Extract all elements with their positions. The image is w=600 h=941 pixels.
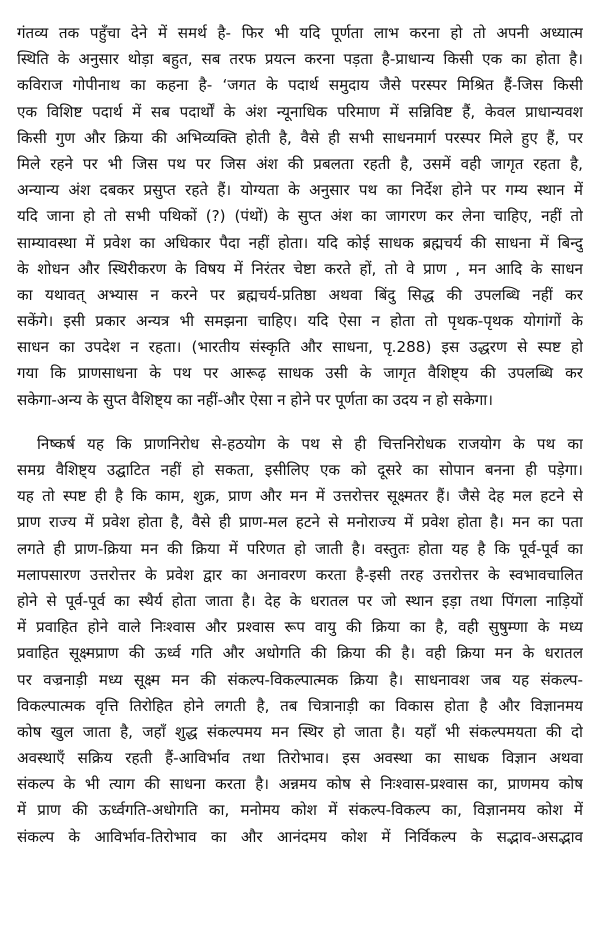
- text-line: स्थिति के अनुसार थोड़ा बहुत, सब तरफ प्रयत्न करना पड़ता है-प्राधान्य किसी एक का होता है।: [17, 50, 583, 69]
- text-line: प्रवाहित सूक्ष्मप्राण की ऊर्ध्व गति और अधोगति की क्रिया की है। वही क्रिया मन के धरातल: [17, 644, 583, 663]
- text-line: गया कि प्राणसाधना के पथ पर आरूढ़ साधक उसी के जागृत वैशिष्ट्य की उपलब्धि कर: [17, 364, 583, 383]
- text-line: में प्रवाहित होने वाले निःश्वास और प्रश्वास रूप वायु की क्रिया का है, वही सुषुम्णा के मध्य: [17, 618, 583, 637]
- text-line: कोष खुल जाता है, जहाँ शुद्ध संकल्पमय मन स्थिर हो जाता है। यहाँ भी संकल्पमयता की दो: [17, 722, 583, 741]
- text-line: सकेंगे। इसी प्रकार अन्यत्र भी समझना चाहिए। यदि ऐसा न होता तो पृथक-पृथक योगांगों के: [17, 312, 583, 331]
- text-line: अन्यान्य अंश दबकर प्रसुप्त रहते हैं। योग्यता के अनुसार पथ का निर्देश होने पर गम्य स्थान में: [17, 181, 583, 200]
- text-line: लगते ही प्राण-क्रिया मन की क्रिया में परिणत हो जाती है। वस्तुतः होता यह है कि पूर्व-पूर्व का: [17, 539, 583, 558]
- text-line: के शोधन और स्थिरीकरण के विषय में निरंतर चेष्टा करते हों, तो वे प्राण , मन आदि के साधन: [17, 259, 583, 278]
- text-line: कविराज गोपीनाथ का कहना है- ‘जगत के पदार्थ समुदाय जैसे परस्पर मिश्रित हैं-जिस किसी: [17, 76, 583, 95]
- text-line: मलापसारण उत्तरोत्तर के प्रवेश द्वार का अनावरण करता है-इसी तरह उत्तरोत्तर के स्वभावचालित: [17, 565, 583, 584]
- text-line: साम्यावस्था में प्रवेश का अधिकार पैदा नहीं होता। यदि कोई साधक ब्रह्मचर्य की साधना में बिन्दु: [17, 233, 583, 252]
- text-line: होने से पूर्व-पूर्व का स्थैर्य होता जाता है। देह के धरातल पर जो स्थान इड़ा तथा पिंगला नाड़ियों: [17, 591, 583, 610]
- text-line: में प्राण की ऊर्ध्वगति-अधोगति का, मनोमय कोश में संकल्प-विकल्प का, विज्ञानमय कोश में: [17, 801, 583, 820]
- text-line: निष्कर्ष यह कि प्राणनिरोध से-हठयोग के पथ से ही चित्तनिरोधक राजयोग के पथ का: [37, 434, 583, 453]
- text-line: प्राण राज्य में प्रवेश होता है, वैसे ही प्राण-मल हटने से मनोराज्य में प्रवेश होता है। मन का पता: [17, 513, 583, 532]
- paragraph-2: [17, 431, 583, 850]
- paragraph-gap: [17, 413, 583, 431]
- paragraph-1: [17, 20, 583, 413]
- text-line: विकल्पात्मक वृत्ति तिरोहित होने लगती है, तब चित्रानाड़ी का विकास होता है और विज्ञानमय: [17, 696, 583, 715]
- text-line: सकेगा-अन्य के सुप्त वैशिष्ट्य का नहीं-और ऐसा न होने पर पूर्णता का उदय न हो सकेगा।: [17, 390, 493, 409]
- document-page: [17, 20, 583, 850]
- text-line: अवस्थाएँ सक्रिय रहती हैं-आविर्भाव तथा तिरोभाव। इस अवस्था का साधक विज्ञान अथवा: [17, 749, 583, 768]
- text-line: संकल्प के आविर्भाव-तिरोभाव का और आनंदमय कोश में निर्विकल्प के सद्भाव-असद्भाव: [17, 827, 583, 846]
- text-line: यदि जाना हो तो सभी पथिकों (?) (पंथों) के सुप्त अंश का जागरण कर लेना चाहिए, नहीं तो: [17, 207, 583, 226]
- text-line: समग्र वैशिष्ट्य उद्घाटित नहीं हो सकता, इसीलिए एक को दूसरे का सोपान बनना ही पड़ेगा।: [17, 461, 583, 479]
- text-line: मिले रहने पर भी जिस पथ पर जिस अंश की प्रबलता रहती है, उसमें वही जागृत रहता है,: [17, 154, 583, 173]
- text-line: साधन का उपदेश न रहता। (भारतीय संस्कृति और साधना, पृ.288) इस उद्धरण से स्पष्ट हो: [17, 338, 583, 357]
- text-line: पर वज्रनाड़ी मध्य सूक्ष्म मन की संकल्प-विकल्पात्मक क्रिया है। साधनावश जब यह संकल्प-: [17, 670, 583, 689]
- text-line: गंतव्य तक पहुँचा देने में समर्थ है- फिर भी यदि पूर्णता लाभ करना हो तो अपनी अध्यात्म: [17, 24, 583, 42]
- text-line: किसी गुण और क्रिया की अभिव्यक्ति होती है, वैसे ही सभी साधनमार्ग परस्पर मिले हुए हैं, पर: [17, 128, 583, 147]
- text-line: का यथावत् अभ्यास न करने पर ब्रह्मचर्य-प्रतिष्ठा अथवा बिंदु सिद्ध की उपलब्धि नहीं कर: [17, 285, 583, 304]
- text-line: संकल्प के भी त्याग की साधना करता है। अन्नमय कोष से निःश्वास-प्रश्वास का, प्राणमय कोष: [17, 775, 583, 794]
- text-line: एक विशिष्ट पदार्थ में सब पदार्थों के अंश न्यूनाधिक परिमाण में सन्निविष्ट हैं, केवल प्राधान्यवश: [17, 102, 583, 121]
- text-line: यह तो स्पष्ट ही है कि काम, शुक्र, प्राण और मन में उत्तरोत्तर सूक्ष्मतर हैं। जैसे देह मल हटने से: [17, 487, 583, 506]
